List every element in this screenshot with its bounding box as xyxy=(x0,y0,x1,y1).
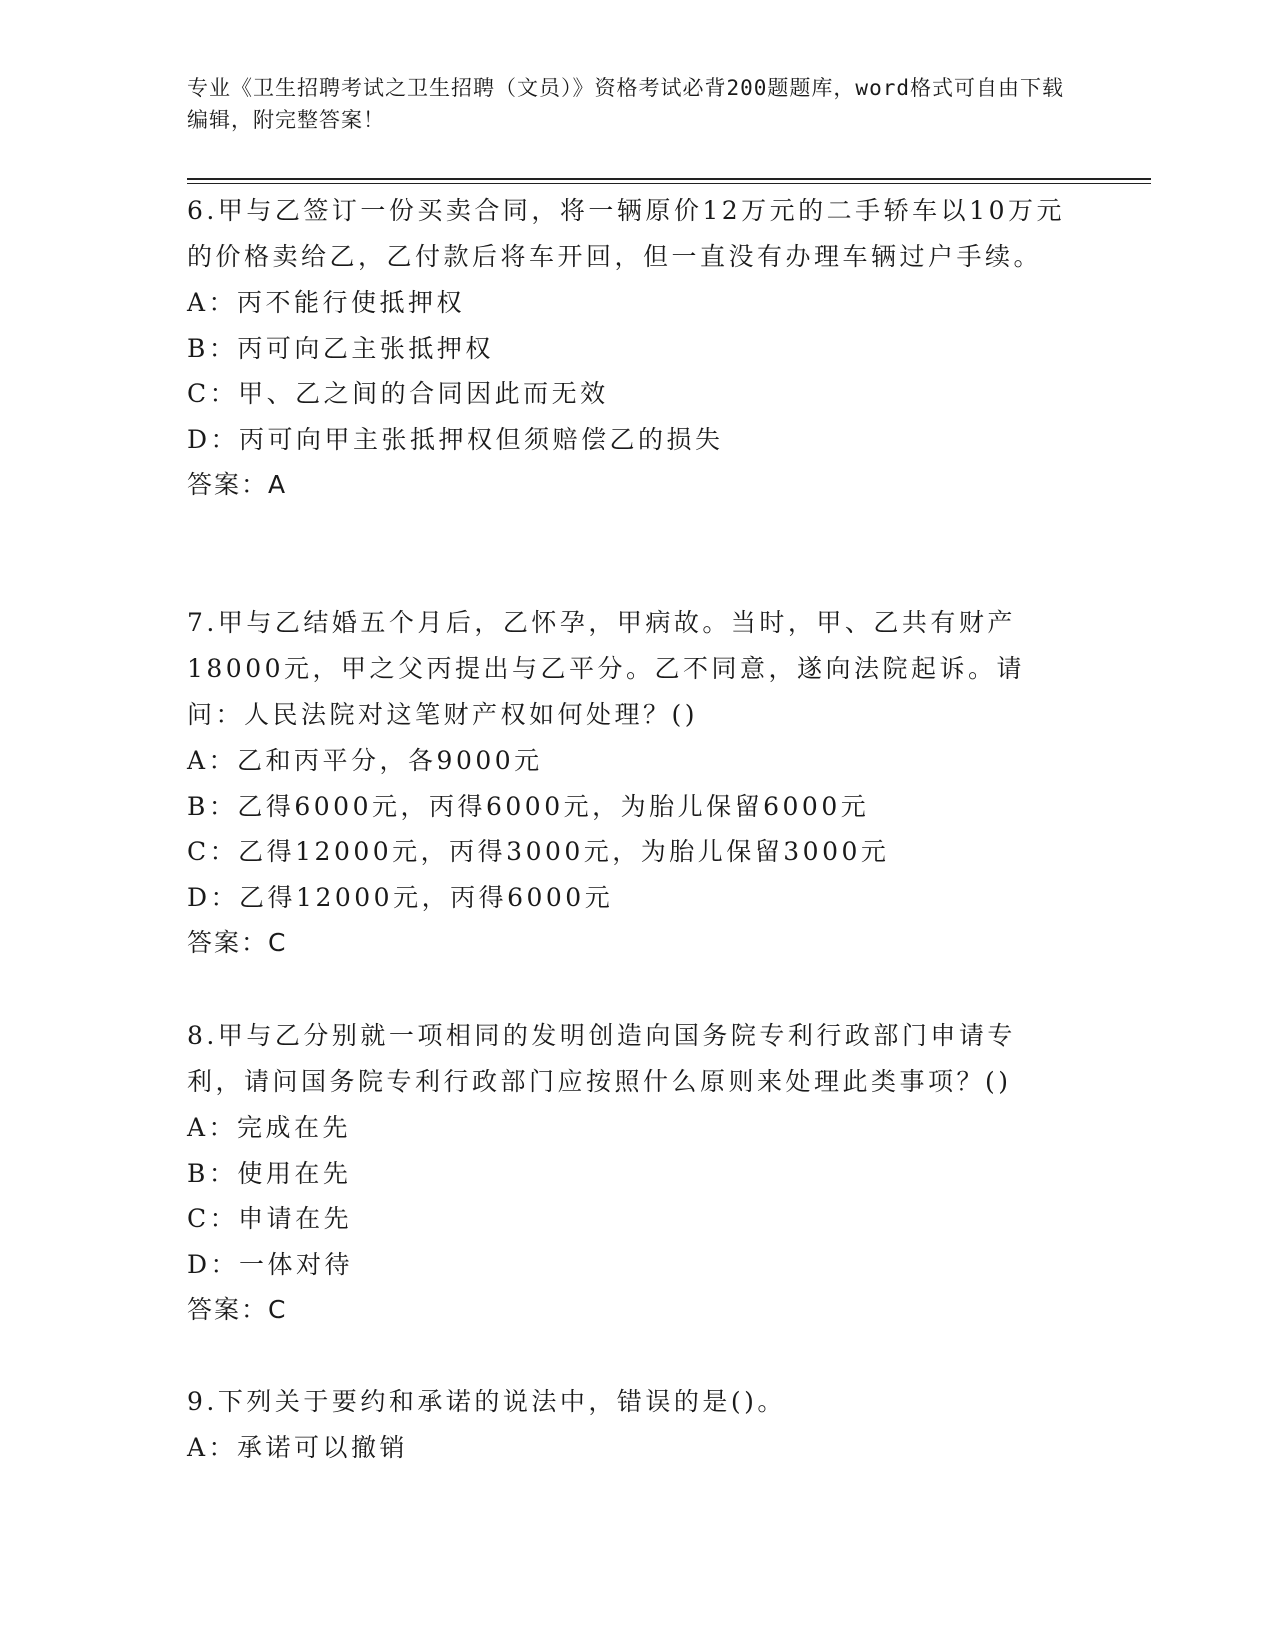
question-stem: 8.甲与乙分别就一项相同的发明创造向国务院专利行政部门申请专利，请问国务院专利行政部门应按照什么原则来处理此类事项？() xyxy=(187,1021,1016,1096)
header-divider xyxy=(187,178,1151,180)
option-d: D：丙可向甲主张抵押权但须赔偿乙的损失 xyxy=(187,424,724,454)
question-9 xyxy=(187,1379,1067,1471)
header-divider-thin xyxy=(187,183,1151,184)
answer: 答案：A xyxy=(187,470,288,499)
option-b: B：乙得6000元，丙得6000元，为胎儿保留6000元 xyxy=(187,791,870,821)
option-a: A：承诺可以撤销 xyxy=(187,1433,409,1462)
answer: 答案：C xyxy=(187,928,288,957)
question-8 xyxy=(187,1013,1067,1333)
document-header: 专业《卫生招聘考试之卫生招聘（文员）》资格考试必背200题题库，word格式可自由下载编辑，附完整答案！ xyxy=(187,76,1064,132)
option-c: C：乙得12000元，丙得3000元，为胎儿保留3000元 xyxy=(187,837,890,866)
option-b: B：丙可向乙主张抵押权 xyxy=(187,333,494,363)
option-a: A：完成在先 xyxy=(187,1113,352,1142)
option-c: C：甲、乙之间的合同因此而无效 xyxy=(187,379,609,408)
question-stem: 7.甲与乙结婚五个月后，乙怀孕，甲病故。当时，甲、乙共有财产18000元，甲之父丙提出与乙平分。乙不同意，遂向法院起诉。请问：人民法院对这笔财产权如何处理？() xyxy=(187,608,1026,729)
option-c: C：申请在先 xyxy=(187,1204,353,1233)
question-6 xyxy=(187,188,1067,508)
question-7 xyxy=(187,600,1067,966)
question-stem: 6.甲与乙签订一份买卖合同，将一辆原价12万元的二手轿车以10万元的价格卖给乙，乙付款后将车开回，但一直没有办理车辆过户手续。 xyxy=(187,196,1065,271)
question-stem: 9.下列关于要约和承诺的说法中，错误的是()。 xyxy=(187,1387,786,1416)
option-d: D：乙得12000元，丙得6000元 xyxy=(187,882,614,912)
option-a: A：乙和丙平分，各9000元 xyxy=(187,746,543,775)
option-d: D：一体对待 xyxy=(187,1249,354,1279)
answer: 答案：C xyxy=(187,1295,288,1324)
option-a: A：丙不能行使抵押权 xyxy=(187,288,466,317)
option-b: B：使用在先 xyxy=(187,1158,352,1188)
